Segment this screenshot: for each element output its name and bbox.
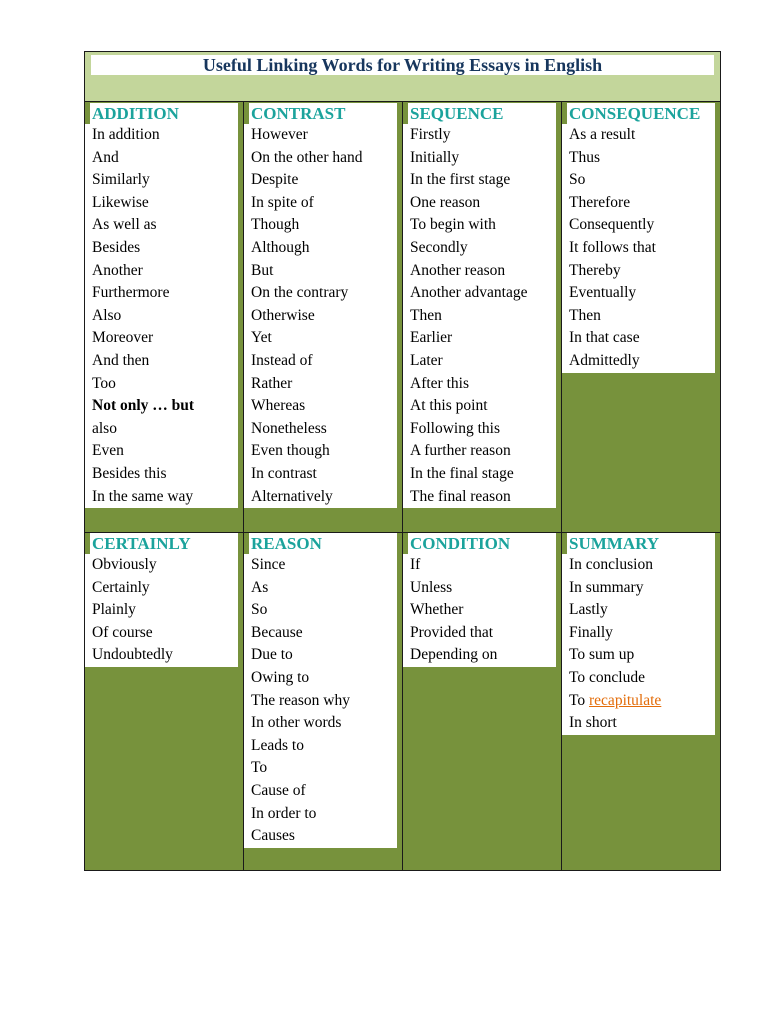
list-item: In the first stage [410, 171, 511, 189]
list-item: Even though [251, 442, 330, 460]
list-item: Too [92, 374, 116, 392]
heading-marker [403, 103, 408, 124]
list-item: Because [251, 623, 303, 641]
list-item: A further reason [410, 442, 511, 460]
list-item: Besides this [92, 464, 167, 482]
list-item: On the other hand [251, 148, 363, 166]
list-item: Provided that [410, 623, 494, 641]
list-item: Thus [569, 148, 600, 166]
list-item: Undoubtedly [92, 646, 173, 664]
list-item: Leads to [251, 736, 304, 754]
list-item: Since [251, 556, 286, 573]
list-item: In contrast [251, 464, 317, 482]
list-item: Owing to [251, 668, 310, 686]
column-heading: SEQUENCE [410, 104, 504, 123]
list-item: And [92, 148, 119, 166]
list-item: Then [410, 306, 442, 324]
recapitulate-link[interactable]: recapitulate [589, 691, 662, 709]
list-item: Following this [410, 419, 501, 437]
item-list [85, 554, 238, 667]
list-item: Cause of [251, 781, 306, 799]
list-item: Secondly [410, 238, 468, 256]
list-item: To conclude [569, 668, 645, 686]
heading-marker [85, 103, 90, 124]
list-item: Then [569, 306, 601, 324]
list-item: Therefore [569, 193, 631, 211]
list-item: So [251, 601, 268, 619]
column-sequence [403, 103, 556, 508]
list-item: Whether [410, 601, 464, 619]
item-list [85, 124, 238, 508]
list-item: Consequently [569, 216, 655, 234]
column-certainly [85, 533, 238, 667]
list-item: In other words [251, 714, 342, 732]
list-item-text: To [569, 691, 586, 709]
list-item: However [251, 126, 308, 143]
list-item: also [92, 419, 117, 437]
list-item: Alternatively [251, 487, 333, 505]
item-list [244, 124, 397, 508]
list-item: Obviously [92, 556, 157, 573]
list-item: At this point [410, 397, 488, 415]
heading-cell [562, 103, 715, 124]
list-item: Eventually [569, 284, 637, 302]
heading-marker [244, 533, 249, 554]
heading-cell [244, 103, 397, 124]
list-item: The reason why [251, 691, 350, 709]
column-contrast [244, 103, 397, 508]
list-item: Nonetheless [251, 419, 327, 437]
list-item: Initially [410, 148, 460, 166]
list-item: Similarly [92, 171, 150, 189]
list-item: Admittedly [569, 351, 640, 369]
list-item: The final reason [410, 487, 511, 505]
column-heading: CONSEQUENCE [569, 104, 701, 123]
list-item: It follows that [569, 238, 656, 256]
heading-cell [85, 533, 238, 554]
list-item: One reason [410, 193, 481, 211]
list-item: Likewise [92, 193, 149, 211]
list-item: As well as [92, 216, 157, 234]
list-item: In that case [569, 329, 640, 347]
heading-marker [403, 533, 408, 554]
item-list [403, 554, 556, 667]
heading-marker [562, 533, 567, 554]
list-item: Besides [92, 238, 141, 256]
list-item: In spite of [251, 193, 314, 211]
heading-cell [562, 533, 715, 554]
list-item: And then [92, 351, 150, 369]
list-item: Not only … but [92, 397, 195, 415]
linking-words-table [84, 51, 721, 871]
list-item: Of course [92, 623, 153, 641]
column-reason [244, 533, 397, 848]
heading-cell [403, 103, 556, 124]
list-item: To begin with [410, 216, 496, 234]
heading-cell [85, 103, 238, 124]
heading-marker [85, 533, 90, 554]
list-item: To sum up [569, 646, 635, 664]
list-item: Another advantage [410, 284, 528, 302]
list-item: Due to [251, 646, 293, 664]
list-item: To [251, 759, 268, 777]
list-item: In conclusion [569, 556, 653, 573]
list-item: As a result [569, 126, 636, 143]
list-item: Thereby [569, 261, 621, 279]
list-item: Certainly [92, 578, 150, 596]
list-item: Another reason [410, 261, 506, 279]
list-item: In addition [92, 126, 160, 143]
column-heading: CONTRAST [251, 104, 346, 123]
list-item: Plainly [92, 601, 136, 619]
heading-marker [562, 103, 567, 124]
list-item: Although [251, 238, 310, 256]
column-addition [85, 103, 238, 508]
item-list [562, 554, 715, 735]
list-item: Rather [251, 374, 293, 392]
list-item: In summary [569, 578, 644, 596]
page-title: Useful Linking Words for Writing Essays in English [91, 55, 714, 75]
heading-cell [244, 533, 397, 554]
list-item: Later [410, 351, 443, 369]
column-heading: REASON [251, 534, 322, 553]
list-item: Despite [251, 171, 299, 189]
list-item: Depending on [410, 646, 498, 664]
title-band [85, 52, 720, 102]
list-item: Earlier [410, 329, 453, 347]
list-item: Otherwise [251, 306, 315, 324]
heading-cell [403, 533, 556, 554]
column-heading: ADDITION [92, 104, 179, 123]
list-item: Another [92, 261, 143, 279]
column-heading: CONDITION [410, 534, 511, 553]
list-item: As [251, 578, 269, 596]
column-consequence [562, 103, 715, 373]
list-item: Though [251, 216, 300, 234]
list-item: If [410, 556, 421, 573]
list-item: Instead of [251, 351, 313, 369]
list-item: So [569, 171, 586, 189]
list-item: Moreover [92, 329, 154, 347]
list-item: Firstly [410, 126, 451, 143]
list-item: Whereas [251, 397, 306, 415]
list-item: But [251, 261, 274, 279]
list-item: After this [410, 374, 469, 392]
column-heading: CERTAINLY [92, 534, 191, 553]
list-item: Unless [410, 578, 453, 596]
item-list [562, 124, 715, 373]
item-list [244, 554, 397, 848]
list-item: In short [569, 714, 617, 732]
list-item: Finally [569, 623, 613, 641]
item-list [403, 124, 556, 508]
list-item [567, 690, 715, 713]
list-item: In order to [251, 804, 317, 822]
list-item: Lastly [569, 601, 608, 619]
list-item: In the same way [92, 487, 194, 505]
column-summary [562, 533, 715, 735]
column-condition [403, 533, 556, 667]
heading-marker [244, 103, 249, 124]
column-heading: SUMMARY [569, 534, 660, 553]
list-item: In the final stage [410, 464, 514, 482]
list-item: On the contrary [251, 284, 349, 302]
list-item: Causes [251, 827, 295, 845]
list-item: Yet [251, 329, 272, 347]
list-item: Furthermore [92, 284, 170, 302]
list-item: Also [92, 306, 122, 324]
list-item: Even [92, 442, 124, 460]
